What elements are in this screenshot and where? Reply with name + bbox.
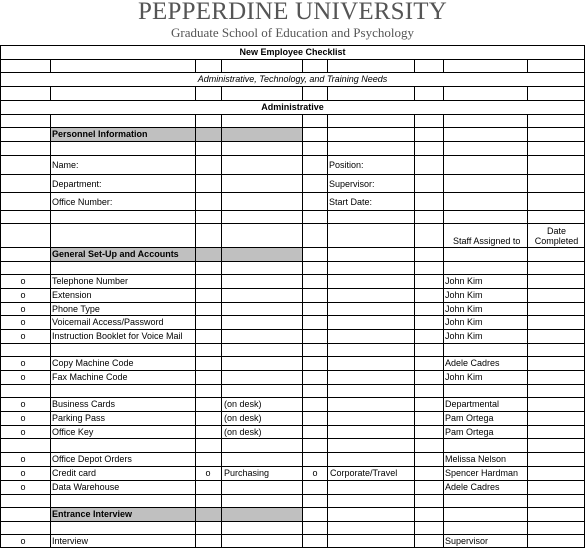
bullet-marker: o <box>20 482 26 492</box>
bullet-marker: o <box>20 290 26 300</box>
bullet-marker: o <box>20 276 26 286</box>
checklist-item: Data Warehouse <box>52 482 120 492</box>
checklist-item: Instruction Booklet for Voice Mail <box>52 331 183 341</box>
item-note: (on desk) <box>224 399 262 409</box>
bullet-marker: o <box>20 413 26 423</box>
department-label: Department: <box>52 179 102 189</box>
staff-assigned: Pam Ortega <box>445 413 494 423</box>
bullet-marker: o <box>20 427 26 437</box>
item-note: Purchasing <box>224 468 270 478</box>
checklist-item: Office Key <box>52 427 94 437</box>
bullet-marker: o <box>20 468 26 478</box>
personnel-heading: Personnel Information <box>52 129 148 139</box>
start-date-label: Start Date: <box>329 197 373 207</box>
school-name: Graduate School of Education and Psychology <box>171 25 414 40</box>
staff-assigned: John Kim <box>445 304 483 314</box>
checklist-item: Fax Machine Code <box>52 372 128 382</box>
bullet-marker: o <box>20 317 26 327</box>
item-note: (on desk) <box>224 427 262 437</box>
university-name: PEPPERDINE UNIVERSITY <box>137 0 448 25</box>
supervisor-label: Supervisor: <box>329 179 375 189</box>
bullet-marker: o <box>20 304 26 314</box>
bullet-marker: o <box>20 454 26 464</box>
staff-assigned: Pam Ortega <box>445 427 494 437</box>
checklist-item: Telephone Number <box>52 276 129 286</box>
bullet-marker: o <box>20 536 26 546</box>
staff-assigned-header: Staff Assigned to <box>453 236 521 246</box>
bullet-marker: o <box>205 468 211 478</box>
staff-assigned: John Kim <box>445 276 483 286</box>
staff-assigned: Departmental <box>445 399 500 409</box>
date-completed-header <box>528 226 585 246</box>
office-number-label: Office Number: <box>52 197 113 207</box>
item-note: Corporate/Travel <box>330 468 398 478</box>
checklist-title: New Employee Checklist <box>239 47 346 57</box>
interview-item: Interview <box>52 536 89 546</box>
staff-assigned: John Kim <box>445 331 483 341</box>
bullet-marker: o <box>20 399 26 409</box>
general-heading: General Set-Up and Accounts <box>52 249 179 259</box>
bullet-marker: o <box>20 372 26 382</box>
bullet-marker: o <box>20 358 26 368</box>
checklist-subtitle: Administrative, Technology, and Training Needs <box>197 74 388 84</box>
interview-staff: Supervisor <box>445 536 489 546</box>
staff-assigned: John Kim <box>445 290 483 300</box>
position-label: Position: <box>329 160 364 170</box>
staff-assigned: Adele Cadres <box>445 482 500 492</box>
checklist-item: Office Depot Orders <box>52 454 132 464</box>
checklist-item: Credit card <box>52 468 97 478</box>
staff-assigned: Melissa Nelson <box>445 454 507 464</box>
staff-assigned: Spencer Hardman <box>445 468 519 478</box>
staff-assigned: John Kim <box>445 317 483 327</box>
checklist-item: Phone Type <box>52 304 100 314</box>
checklist-item: Parking Pass <box>52 413 106 423</box>
staff-assigned: Adele Cadres <box>445 358 500 368</box>
section-title: Administrative <box>261 102 324 112</box>
bullet-marker: o <box>312 468 318 478</box>
checklist-item: Business Cards <box>52 399 116 409</box>
checklist-item: Copy Machine Code <box>52 358 134 368</box>
staff-assigned: John Kim <box>445 372 483 382</box>
item-note: (on desk) <box>224 413 262 423</box>
bullet-marker: o <box>20 331 26 341</box>
checklist-item: Voicemail Access/Password <box>52 317 164 327</box>
name-label: Name: <box>52 160 79 170</box>
date-completed-text: Date Completed <box>534 226 579 246</box>
checklist-item: Extension <box>52 290 92 300</box>
entrance-heading: Entrance Interview <box>52 509 133 519</box>
